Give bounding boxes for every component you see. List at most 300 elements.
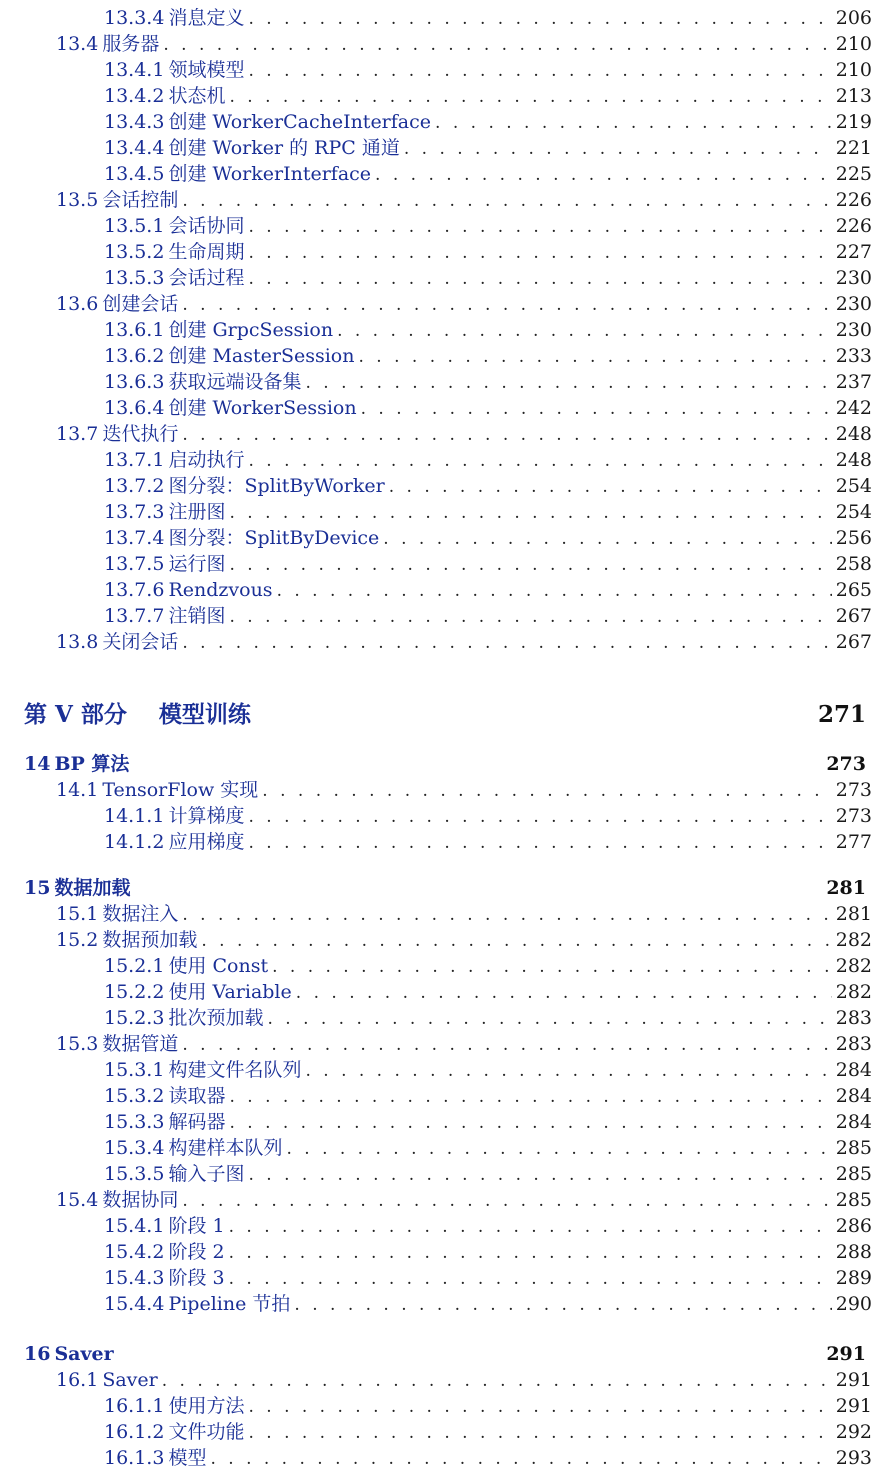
toc-part-heading[interactable] — [0, 700, 866, 730]
toc-entry-number: 16 — [24, 1343, 51, 1365]
toc-entry-title: 读取器 — [168, 1085, 226, 1107]
toc-subsection[interactable] — [0, 1420, 872, 1444]
toc-entry-title: 数据管道 — [102, 1033, 179, 1055]
toc-entry-label[interactable] — [104, 1394, 244, 1418]
toc-subsection[interactable] — [0, 604, 872, 628]
toc-page-number: 233 — [835, 345, 872, 367]
toc-entry-title: 阶段 1 — [168, 1215, 225, 1237]
toc-page-number: 254 — [835, 501, 872, 523]
toc-entry-label[interactable] — [104, 474, 385, 498]
toc-entry-number: 15.2.2 — [104, 981, 165, 1003]
toc-subsection[interactable] — [0, 1162, 872, 1186]
toc-entry-number: 13.6.1 — [104, 319, 165, 341]
toc-entry-number: 13.5 — [56, 189, 99, 211]
toc-entry-number: 13.6 — [56, 293, 99, 315]
toc-entry-number: 13.7.2 — [104, 475, 165, 497]
toc-entry-label[interactable] — [104, 980, 292, 1004]
toc-page-number: 230 — [835, 267, 872, 289]
toc-entry-label[interactable] — [104, 266, 244, 290]
toc-section[interactable] — [0, 902, 872, 926]
toc-page-number: 221 — [835, 137, 872, 159]
toc-entry-label[interactable] — [104, 1162, 244, 1186]
toc-section[interactable] — [0, 778, 872, 802]
toc-entry-title: 输入子图 — [168, 1163, 245, 1185]
toc-entry-title: 文件功能 — [168, 1421, 245, 1443]
toc-entry-title: 获取远端设备集 — [168, 371, 302, 393]
toc-entry-label[interactable] — [104, 240, 244, 264]
toc-page-number: 273 — [826, 753, 866, 775]
toc-entry-title: Pipeline 节拍 — [168, 1293, 291, 1315]
toc-dot-leader — [248, 215, 831, 239]
toc-entry-title: 注册图 — [168, 501, 226, 523]
toc-entry-number: 13.4.3 — [104, 111, 165, 133]
toc-subsection[interactable] — [0, 266, 872, 290]
toc-entry-label[interactable] — [56, 1368, 158, 1392]
toc-entry-title: 关闭会话 — [102, 631, 179, 653]
toc-subsection[interactable] — [0, 1136, 872, 1160]
toc-subsection[interactable] — [0, 980, 872, 1004]
toc-subsection[interactable] — [0, 318, 872, 342]
toc-page-number: 230 — [835, 293, 872, 315]
toc-entry-number: 13.6.2 — [104, 345, 165, 367]
toc-entry-label[interactable] — [104, 1240, 225, 1264]
toc-dot-leader — [182, 423, 831, 447]
toc-entry-number: 13.3.4 — [104, 7, 165, 29]
toc-entry-title: 启动执行 — [168, 449, 245, 471]
toc-page-number: 265 — [835, 579, 872, 601]
toc-section[interactable] — [0, 1368, 872, 1392]
toc-entry-title: Saver — [54, 1343, 114, 1365]
toc-entry-label[interactable] — [104, 578, 273, 602]
toc-entry-number: 15.1 — [56, 903, 99, 925]
toc-entry-number: 16.1.1 — [104, 1395, 165, 1417]
toc-subsection[interactable] — [0, 1084, 872, 1108]
toc-entry-title: 服务器 — [102, 33, 160, 55]
toc-entry-label[interactable] — [24, 700, 251, 730]
toc-dot-leader — [229, 501, 831, 525]
toc-entry-label[interactable] — [104, 396, 357, 420]
toc-page-number: 285 — [835, 1163, 872, 1185]
toc-page-number: 288 — [835, 1241, 872, 1263]
toc-entry-title: 使用 Const — [168, 955, 269, 977]
toc-page-number: 256 — [835, 527, 872, 549]
toc-entry-number: 15.3.1 — [104, 1059, 165, 1081]
toc-dot-leader — [182, 903, 831, 927]
toc-page-number: 225 — [835, 163, 872, 185]
toc-entry-label[interactable] — [104, 830, 244, 854]
toc-subsection[interactable] — [0, 1058, 872, 1082]
toc-page-number: 206 — [835, 7, 872, 29]
toc-dot-leader — [435, 111, 832, 135]
toc-dot-leader — [201, 929, 831, 953]
toc-entry-number: 13.6.3 — [104, 371, 165, 393]
toc-section[interactable] — [0, 1188, 872, 1212]
toc-subsection[interactable] — [0, 1006, 872, 1030]
toc-page-number: 286 — [835, 1215, 872, 1237]
toc-dot-leader — [182, 189, 831, 213]
toc-entry-label[interactable] — [104, 552, 225, 576]
toc-entry-title: 创建 Worker 的 RPC 通道 — [168, 137, 400, 159]
toc-section[interactable] — [0, 32, 872, 56]
toc-subsection[interactable] — [0, 474, 872, 498]
toc-entry-title: 创建 MasterSession — [168, 345, 355, 367]
toc-entry-label[interactable] — [104, 1136, 282, 1160]
toc-entry-number: 15.3.5 — [104, 1163, 165, 1185]
toc-subsection[interactable] — [0, 370, 872, 394]
toc-entry-number: 13.7 — [56, 423, 99, 445]
toc-dot-leader — [229, 85, 831, 109]
toc-subsection[interactable] — [0, 804, 872, 828]
toc-entry-number: 15.4.1 — [104, 1215, 165, 1237]
toc-entry-title: 批次预加载 — [168, 1007, 264, 1029]
toc-dot-leader — [248, 449, 831, 473]
toc-subsection[interactable] — [0, 552, 872, 576]
toc-subsection[interactable] — [0, 448, 872, 472]
toc-dot-leader — [294, 1293, 831, 1317]
toc-entry-number: 13.5.1 — [104, 215, 165, 237]
toc-entry-title: 创建 GrpcSession — [168, 319, 334, 341]
toc-dot-leader — [272, 955, 832, 979]
toc-dot-leader — [229, 1241, 832, 1265]
toc-entry-number: 13.7.1 — [104, 449, 165, 471]
toc-page-number: 277 — [835, 831, 872, 853]
toc-page-number: 281 — [826, 877, 866, 899]
toc-entry-label[interactable] — [104, 954, 268, 978]
toc-entry-title: 迭代执行 — [102, 423, 179, 445]
toc-entry-title: 创建 WorkerInterface — [168, 163, 372, 185]
toc-entry-title: 数据预加载 — [102, 929, 198, 951]
toc-entry-number: 16.1.2 — [104, 1421, 165, 1443]
toc-dot-leader — [182, 631, 831, 655]
toc-page-number: 242 — [835, 397, 872, 419]
toc-section[interactable] — [0, 422, 872, 446]
toc-page-number: 284 — [835, 1111, 872, 1133]
toc-dot-leader — [375, 163, 832, 187]
toc-entry-label[interactable] — [56, 32, 159, 56]
toc-entry-number: 13.4.1 — [104, 59, 165, 81]
toc-entry-label[interactable] — [56, 1032, 178, 1056]
toc-page-number: 213 — [835, 85, 872, 107]
toc-dot-leader — [229, 1215, 832, 1239]
toc-page-number: 282 — [835, 955, 872, 977]
toc-entry-label[interactable] — [56, 422, 178, 446]
toc-page-number: 258 — [835, 553, 872, 575]
toc-page-number: 248 — [835, 423, 872, 445]
toc-subsection[interactable] — [0, 1266, 872, 1290]
toc-page-number: 227 — [835, 241, 872, 263]
toc-entry-label[interactable] — [104, 1266, 225, 1290]
toc-entry-title: 领域模型 — [168, 59, 245, 81]
toc-page-number: 291 — [835, 1395, 872, 1417]
toc-entry-title: 创建 WorkerCacheInterface — [168, 111, 432, 133]
toc-entry-label[interactable] — [104, 1058, 301, 1082]
toc-entry-label[interactable] — [104, 804, 244, 828]
toc-subsection[interactable] — [0, 240, 872, 264]
toc-dot-leader — [229, 1267, 832, 1291]
toc-entry-number: 15.3.2 — [104, 1085, 165, 1107]
toc-entry-label[interactable] — [104, 136, 400, 160]
toc-subsection[interactable] — [0, 110, 872, 134]
toc-entry-label[interactable] — [104, 318, 333, 342]
toc-entry-title: 会话协同 — [168, 215, 245, 237]
toc-entry-title: 会话控制 — [102, 189, 179, 211]
toc-page-number: 271 — [817, 701, 866, 728]
toc-entry-label[interactable] — [104, 1084, 225, 1108]
toc-entry-number: 14.1 — [56, 779, 99, 801]
toc-subsection[interactable] — [0, 214, 872, 238]
toc-subsection[interactable] — [0, 1110, 872, 1134]
toc-entry-label[interactable] — [104, 6, 244, 30]
toc-entry-label[interactable] — [104, 110, 431, 134]
toc-entry-number: 13.6.4 — [104, 397, 165, 419]
toc-dot-leader — [162, 1369, 832, 1393]
toc-entry-title: 使用 Variable — [168, 981, 292, 1003]
toc-dot-leader — [267, 1007, 831, 1031]
toc-entry-number: 13.7.7 — [104, 605, 165, 627]
toc-subsection[interactable] — [0, 1240, 872, 1264]
toc-subsection[interactable] — [0, 1446, 872, 1470]
toc-page-number: 291 — [835, 1369, 872, 1391]
toc-section[interactable] — [0, 292, 872, 316]
toc-page-number: 285 — [835, 1137, 872, 1159]
toc-entry-title: 数据加载 — [54, 877, 131, 899]
toc-dot-leader — [182, 293, 831, 317]
toc-dot-leader — [182, 1033, 831, 1057]
toc-dot-leader — [277, 579, 832, 603]
toc-entry-label[interactable] — [104, 1110, 225, 1134]
toc-page-number: 219 — [835, 111, 872, 133]
toc-entry-title: 计算梯度 — [168, 805, 245, 827]
toc-entry-number: 13.4.2 — [104, 85, 165, 107]
toc-entry-label[interactable] — [24, 752, 129, 776]
toc-dot-leader — [337, 319, 832, 343]
toc-chapter[interactable] — [0, 1342, 866, 1366]
toc-section[interactable] — [0, 188, 872, 212]
toc-entry-title: 数据协同 — [102, 1189, 179, 1211]
toc-entry-number: 13.8 — [56, 631, 99, 653]
toc-entry-title: 模型 — [168, 1447, 207, 1469]
toc-page-number: 293 — [835, 1447, 872, 1469]
toc-dot-leader — [383, 527, 831, 551]
toc-entry-title: BP 算法 — [54, 753, 130, 775]
toc-page-number: 210 — [835, 59, 872, 81]
toc-page-number: 267 — [835, 605, 872, 627]
toc-entry-label[interactable] — [56, 778, 258, 802]
toc-entry-label[interactable] — [104, 162, 371, 186]
toc-dot-leader — [229, 553, 831, 577]
toc-page-number: 254 — [835, 475, 872, 497]
toc-dot-leader — [163, 33, 831, 57]
toc-page-number: 290 — [835, 1293, 872, 1315]
toc-subsection[interactable] — [0, 1214, 872, 1238]
toc-page-number: 283 — [835, 1033, 872, 1055]
toc-entry-title: 会话过程 — [168, 267, 245, 289]
toc-page-number: 248 — [835, 449, 872, 471]
toc-entry-number: 13.4.5 — [104, 163, 165, 185]
toc-page-number: 284 — [835, 1059, 872, 1081]
toc-dot-leader — [248, 59, 831, 83]
toc-subsection[interactable] — [0, 84, 872, 108]
toc-subsection[interactable] — [0, 6, 872, 30]
toc-entry-title: 创建 WorkerSession — [168, 397, 357, 419]
toc-entry-number: 15.2.1 — [104, 955, 165, 977]
toc-entry-number: 15.2 — [56, 929, 99, 951]
toc-entry-label[interactable] — [104, 84, 225, 108]
toc-entry-label[interactable] — [56, 630, 178, 654]
toc-dot-leader — [248, 241, 831, 265]
toc-entry-label[interactable] — [104, 214, 244, 238]
toc-entry-number: 15.4.2 — [104, 1241, 165, 1263]
toc-dot-leader — [182, 1189, 831, 1213]
toc-dot-leader — [229, 605, 831, 629]
toc-chapter[interactable] — [0, 752, 866, 776]
toc-subsection[interactable] — [0, 954, 872, 978]
toc-entry-label[interactable] — [56, 292, 178, 316]
toc-dot-leader — [248, 805, 831, 829]
toc-subsection[interactable] — [0, 58, 872, 82]
toc-entry-number: 13.7.6 — [104, 579, 165, 601]
toc-entry-number: 16.1.3 — [104, 1447, 165, 1469]
toc-dot-leader — [248, 1421, 831, 1445]
toc-page-number: 291 — [826, 1343, 866, 1365]
toc-entry-number: 13.5.3 — [104, 267, 165, 289]
toc-entry-label[interactable] — [104, 1420, 244, 1444]
toc-entry-label[interactable] — [104, 1214, 225, 1238]
toc-page-number: 283 — [835, 1007, 872, 1029]
toc-entry-title: 构建样本队列 — [168, 1137, 283, 1159]
toc-entry-title: 数据注入 — [102, 903, 179, 925]
toc-entry-title: 应用梯度 — [168, 831, 245, 853]
toc-entry-label[interactable] — [56, 902, 178, 926]
toc-entry-label[interactable] — [104, 344, 355, 368]
toc-entry-label[interactable] — [104, 370, 301, 394]
toc-entry-title: 运行图 — [168, 553, 226, 575]
toc-page-number: 210 — [835, 33, 872, 55]
toc-entry-label[interactable] — [104, 1292, 290, 1316]
toc-entry-label[interactable] — [56, 188, 178, 212]
toc-section[interactable] — [0, 928, 872, 952]
toc-dot-leader — [248, 1395, 831, 1419]
toc-page-number: 292 — [835, 1421, 872, 1443]
toc-entry-label[interactable] — [104, 604, 225, 628]
toc-entry-title: 解码器 — [168, 1111, 226, 1133]
toc-entry-title: 构建文件名队列 — [168, 1059, 302, 1081]
toc-entry-label[interactable] — [24, 1342, 114, 1366]
toc-page-number: 281 — [835, 903, 872, 925]
toc-page-number: 282 — [835, 929, 872, 951]
toc-entry-number: 15.3.3 — [104, 1111, 165, 1133]
toc-entry-number: 14.1.1 — [104, 805, 165, 827]
toc-entry-title: 模型训练 — [158, 701, 251, 728]
toc-page-number: 237 — [835, 371, 872, 393]
toc-subsection[interactable] — [0, 526, 872, 550]
toc-subsection[interactable] — [0, 136, 872, 160]
toc-subsection[interactable] — [0, 344, 872, 368]
toc-subsection[interactable] — [0, 1394, 872, 1418]
toc-dot-leader — [305, 371, 831, 395]
toc-entry-number: 13.5.2 — [104, 241, 165, 263]
toc-entry-label[interactable] — [56, 928, 197, 952]
toc-entry-number: 16.1 — [56, 1369, 99, 1391]
toc-entry-number: 15.4 — [56, 1189, 99, 1211]
toc-entry-label[interactable] — [104, 500, 225, 524]
toc-entry-number: 15 — [24, 877, 51, 899]
toc-page-number: 230 — [835, 319, 872, 341]
toc-dot-leader — [296, 981, 832, 1005]
toc-entry-label[interactable] — [104, 1006, 263, 1030]
toc-entry-title: 创建会话 — [102, 293, 179, 315]
toc-entry-label[interactable] — [104, 448, 244, 472]
toc-entry-title: 注销图 — [168, 605, 226, 627]
toc-page-number: 284 — [835, 1085, 872, 1107]
toc-entry-number: 13.7.5 — [104, 553, 165, 575]
toc-dot-leader — [210, 1447, 831, 1471]
toc-subsection[interactable] — [0, 162, 872, 186]
toc-dot-leader — [248, 1163, 831, 1187]
toc-entry-number: 13.4.4 — [104, 137, 165, 159]
toc-entry-title: TensorFlow 实现 — [102, 779, 259, 801]
toc-page-number: 273 — [835, 805, 872, 827]
toc-dot-leader — [305, 1059, 831, 1083]
toc-section[interactable] — [0, 1032, 872, 1056]
toc-subsection[interactable] — [0, 578, 872, 602]
toc-entry-title: 状态机 — [168, 85, 226, 107]
toc-page-number: 289 — [835, 1267, 872, 1289]
toc-page-number: 226 — [835, 215, 872, 237]
toc-entry-title: Saver — [102, 1369, 158, 1391]
toc-dot-leader — [229, 1111, 831, 1135]
toc-entry-number: 第 V 部分 — [24, 701, 127, 728]
toc-subsection[interactable] — [0, 830, 872, 854]
toc-chapter[interactable] — [0, 876, 866, 900]
toc-entry-number: 14 — [24, 753, 51, 775]
toc-entry-number: 13.7.4 — [104, 527, 165, 549]
toc-entry-title: Rendzvous — [168, 579, 273, 601]
toc-entry-title: 阶段 3 — [168, 1267, 225, 1289]
toc-dot-leader — [248, 267, 831, 291]
toc-entry-label[interactable] — [104, 58, 244, 82]
toc-entry-number: 13.4 — [56, 33, 99, 55]
toc-entry-label[interactable] — [24, 876, 130, 900]
toc-entry-number: 15.3.4 — [104, 1137, 165, 1159]
toc-dot-leader — [248, 831, 831, 855]
toc-entry-number: 13.7.3 — [104, 501, 165, 523]
toc-dot-leader — [286, 1137, 831, 1161]
toc-dot-leader — [404, 137, 832, 161]
toc-section[interactable] — [0, 630, 872, 654]
toc-entry-title: 图分裂：SplitByDevice — [168, 527, 380, 549]
toc-entry-number: 15.4.3 — [104, 1267, 165, 1289]
toc-dot-leader — [229, 1085, 831, 1109]
toc-entry-label[interactable] — [56, 1188, 178, 1212]
toc-entry-number: 15.3 — [56, 1033, 99, 1055]
toc-page-number: 267 — [835, 631, 872, 653]
toc-entry-number: 15.4.4 — [104, 1293, 165, 1315]
toc-dot-leader — [389, 475, 832, 499]
toc-entry-label[interactable] — [104, 1446, 206, 1470]
toc-subsection[interactable] — [0, 500, 872, 524]
toc-entry-title: 阶段 2 — [168, 1241, 225, 1263]
toc-subsection[interactable] — [0, 396, 872, 420]
toc-page-number: 226 — [835, 189, 872, 211]
toc-entry-title: 图分裂：SplitByWorker — [168, 475, 385, 497]
toc-entry-title: 消息定义 — [168, 7, 245, 29]
toc-entry-title: 生命周期 — [168, 241, 245, 263]
toc-entry-number: 15.2.3 — [104, 1007, 165, 1029]
toc-subsection[interactable] — [0, 1292, 872, 1316]
toc-entry-label[interactable] — [104, 526, 379, 550]
toc-entry-number: 14.1.2 — [104, 831, 165, 853]
